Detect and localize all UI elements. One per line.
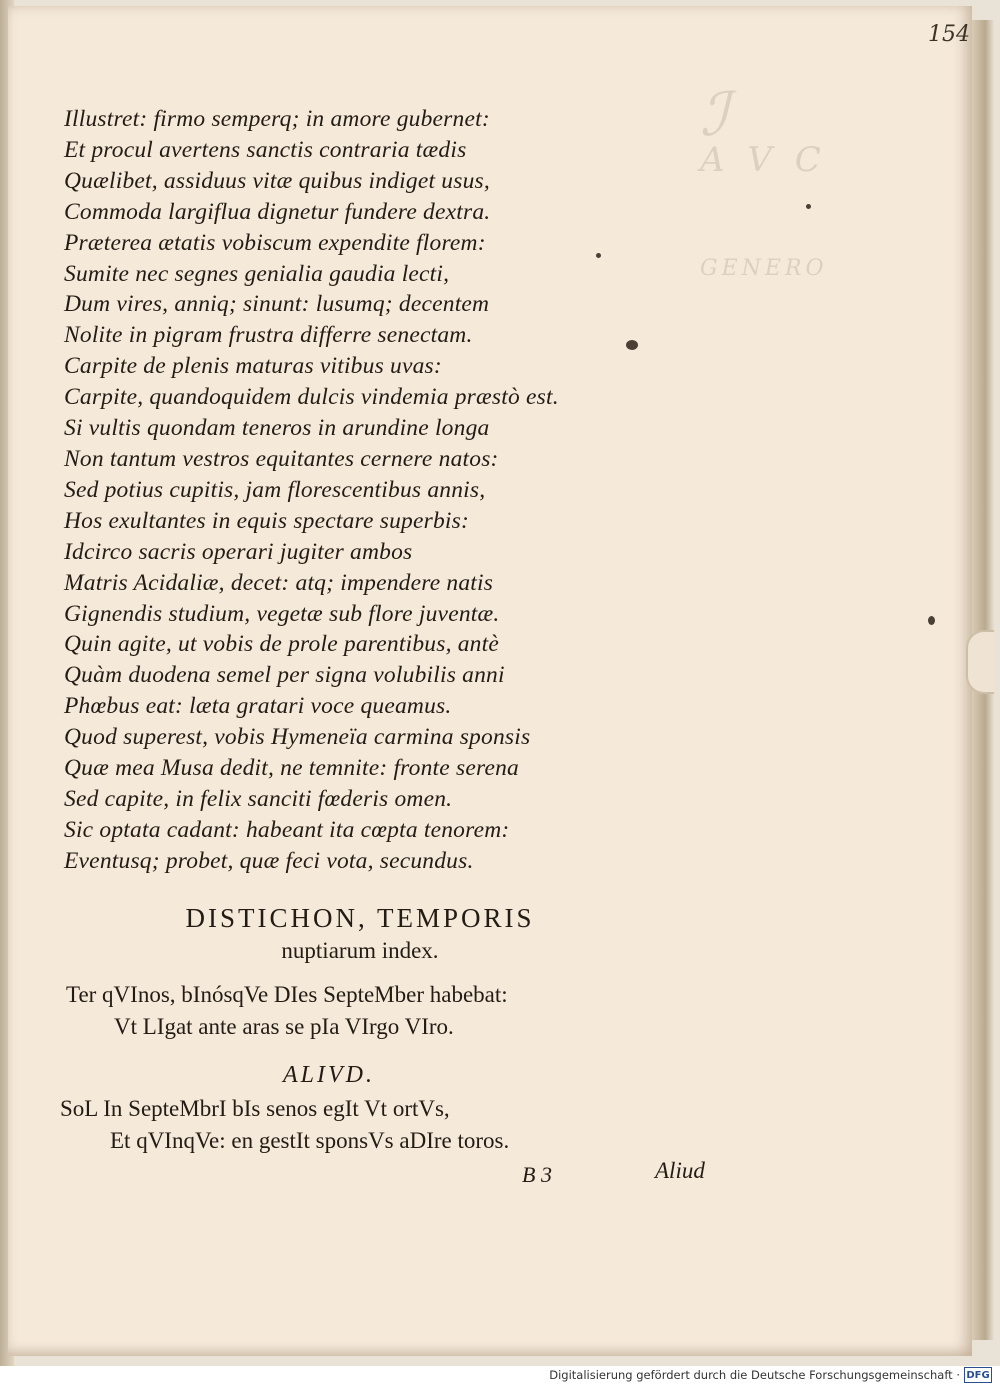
distichon-heading xyxy=(100,900,620,966)
verse-line: Sed potius cupitis, jam florescentibus annis, xyxy=(64,476,486,503)
show-through-mark: ℐ xyxy=(700,80,729,150)
folio-number: 154 xyxy=(928,22,970,47)
verse-line: Quælibet, assiduus vitæ quibus indiget usus, xyxy=(64,167,490,194)
dfg-logo-icon: DFG xyxy=(964,1367,992,1383)
verse-line: Præterea ætatis vobiscum expendite florem: xyxy=(64,229,486,256)
verse-line: Phœbus eat: læta gratari voce queamus. xyxy=(64,693,452,720)
aliud-heading: ALIVD. xyxy=(283,1062,375,1088)
verse-line: Nolite in pigram frustra differre senectam. xyxy=(64,322,473,349)
verse-line: Hos exultantes in equis spectare superbis: xyxy=(64,507,470,534)
verse-line: Illustret: firmo semperq; in amore gubernet: xyxy=(64,106,490,132)
ink-spot xyxy=(626,340,638,350)
verse-line: Quod superest, vobis Hymeneïa carmina sponsis xyxy=(64,724,531,751)
ink-spot xyxy=(596,253,601,258)
verse-line: Sic optata cadant: habeant ita cœpta tenorem: xyxy=(64,816,510,843)
verse-line: Matris Acidaliæ, decet: atq; impendere natis xyxy=(64,569,494,596)
footer-credit: Digitalisierung gefördert durch die Deutsche Forschungsgemeinschaft · xyxy=(549,1368,960,1382)
signature-mark: B 3 xyxy=(522,1162,552,1187)
heading-title: DISTICHON, TEMPORIS xyxy=(185,903,535,933)
distich-line: Vt LIgat ante aras se pIa VIrgo VIro. xyxy=(114,1014,454,1039)
verse-line: Sed capite, in felix sanciti fœderis omen. xyxy=(64,785,453,812)
show-through-mark: A V C xyxy=(700,140,827,180)
aliud-line: SoL In SepteMbrI bIs senos egIt Vt ortVs, xyxy=(60,1096,450,1121)
aliud-line: Et qVInqVe: en gestIt sponsVs aDIre toros. xyxy=(110,1128,510,1153)
show-through-mark: GENERO xyxy=(700,256,828,281)
ink-spot xyxy=(806,204,811,209)
verse-line: Gignendis studium, vegetæ sub flore juventæ. xyxy=(64,600,500,627)
verse-line: Commoda largiflua dignetur fundere dextra. xyxy=(64,198,491,225)
verse-line: Si vultis quondam teneros in arundine longa xyxy=(64,415,490,442)
heading-subtitle: nuptiarum index. xyxy=(281,938,439,963)
page-tab-marker xyxy=(966,630,994,694)
verse-line: Et procul avertens sanctis contraria tædis xyxy=(64,136,467,163)
verse-line: Sumite nec segnes genialia gaudia lecti, xyxy=(64,260,450,287)
verse-line: Dum vires, anniq; sinunt: lusumq; decentem xyxy=(64,291,490,318)
ink-spot xyxy=(928,616,935,625)
catchword: Aliud xyxy=(655,1158,705,1183)
verse-line: Quæ mea Musa dedit, ne temnite: fronte serena xyxy=(64,755,519,782)
verse-line: Carpite de plenis maturas vitibus uvas: xyxy=(64,353,442,380)
verse-line: Idcirco sacris operari jugiter ambos xyxy=(64,538,413,565)
distich-line: Ter qVInos, bInósqVe DIes SepteMber habebat: xyxy=(66,982,508,1007)
verse-line: Non tantum vestros equitantes cernere natos: xyxy=(64,445,499,472)
verse-line: Carpite, quandoquidem dulcis vindemia præstò est. xyxy=(64,384,559,411)
verse-line: Quin agite, ut vobis de prole parentibus, antè xyxy=(64,631,499,658)
verse-block xyxy=(64,104,684,877)
verse-line: Quàm duodena semel per signa volubilis anni xyxy=(64,662,505,689)
verse-line: Eventusq; probet, quæ feci vota, secundus. xyxy=(64,847,474,874)
